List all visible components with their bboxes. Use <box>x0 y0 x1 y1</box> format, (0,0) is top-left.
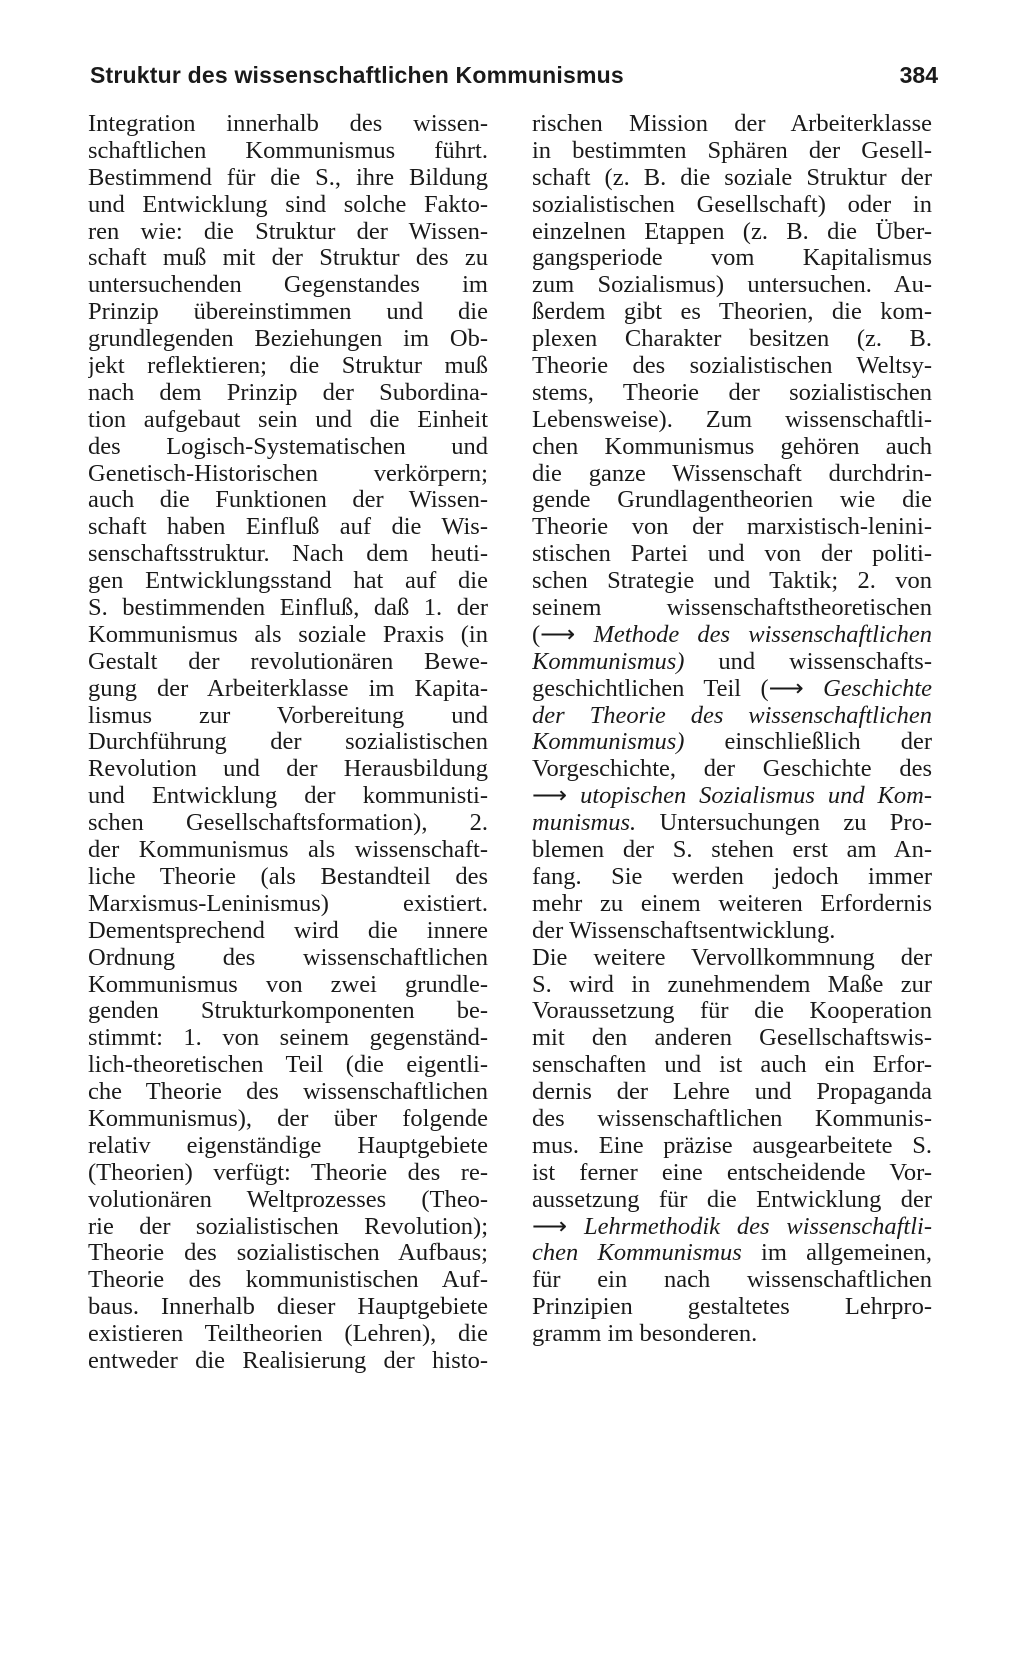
text-line: senschaften und ist auch ein Erfor- <box>532 1052 932 1079</box>
text-line: zum Sozialismus) untersuchen. Au- <box>532 272 932 299</box>
text-line: einzelnen Etappen (z. B. die Über- <box>532 218 932 245</box>
text-line: aussetzung für die Entwicklung der <box>532 1186 932 1213</box>
text-line: stems, Theorie der sozialistischen <box>532 379 932 406</box>
text-fragment: Untersuchungen zu Pro- <box>636 810 932 837</box>
text-line: fang. Sie werden jedoch immer <box>532 863 932 890</box>
text-line-cross-reference <box>532 649 932 676</box>
text-line: Genetisch-Historischen verkörpern; <box>88 460 488 487</box>
text-line: ßerdem gibt es Theorien, die kom- <box>532 299 932 326</box>
text-line: che Theorie des wissenschaftlichen <box>88 1079 488 1106</box>
text-line: Revolution und der Herausbildung <box>88 756 488 783</box>
text-line: die ganze Wissenschaft durchdrin- <box>532 460 932 487</box>
text-line-cross-reference <box>532 622 932 649</box>
text-line: gangsperiode vom Kapitalismus <box>532 245 932 272</box>
text-line: Dementsprechend wird die innere <box>88 917 488 944</box>
text-line: des wissenschaftlichen Kommunis- <box>532 1105 932 1132</box>
text-line: Marxismus-Leninismus) existiert. <box>88 890 488 917</box>
text-line: Kommunismus als soziale Praxis (in <box>88 621 488 648</box>
text-line-cross-reference <box>532 729 932 756</box>
text-line: Bestimmend für die S., ihre Bildung <box>88 164 488 191</box>
cross-reference-arrow-icon: ⟶ <box>532 783 568 810</box>
cross-reference-link[interactable]: der Theorie des wissenschaftlichen <box>532 702 932 729</box>
text-line: relativ eigenständige Hauptgebiete <box>88 1132 488 1159</box>
text-line: Kommunismus von zwei grundle- <box>88 971 488 998</box>
text-line: grundlegenden Beziehungen im Ob- <box>88 326 488 353</box>
text-line: Kommunismus), der über folgende <box>88 1105 488 1132</box>
cross-reference-link[interactable]: munismus. <box>532 810 637 837</box>
text-line: tion aufgebaut sein und die Einheit <box>88 406 488 433</box>
text-line: senschaftsstruktur. Nach dem heuti- <box>88 541 488 568</box>
text-line: Prinzipien gestaltetes Lehrpro- <box>532 1294 932 1321</box>
text-fragment: und wissenschafts- <box>684 648 932 675</box>
text-line: genden Strukturkomponenten be- <box>88 998 488 1025</box>
text-line: auch die Funktionen der Wissen- <box>88 487 488 514</box>
text-line: dernis der Lehre und Propaganda <box>532 1079 932 1106</box>
text-line: untersuchenden Gegenstandes im <box>88 272 488 299</box>
text-line: jekt reflektieren; die Struktur muß <box>88 353 488 380</box>
text-line: des Logisch-Systematischen und <box>88 433 488 460</box>
text-line: schaftlichen Kommunismus führt. <box>88 137 488 164</box>
text-fragment: im allgemeinen, <box>741 1240 932 1267</box>
text-line: gen Entwicklungsstand hat auf die <box>88 568 488 595</box>
cross-reference-link[interactable]: Geschichte <box>803 675 932 702</box>
text-line: seinem wissenschaftstheoretischen <box>532 595 932 622</box>
text-line: Ordnung des wissenschaftlichen <box>88 944 488 971</box>
text-line: Gestalt der revolutionären Bewe- <box>88 648 488 675</box>
cross-reference-link[interactable]: Kommunismus) <box>532 729 685 756</box>
text-fragment: ( <box>532 621 541 648</box>
cross-reference-link[interactable]: utopischen Sozialismus und Kom- <box>567 783 932 810</box>
text-line: gende Grundlagentheorien wie die <box>532 487 932 514</box>
text-line: Durchführung der sozialistischen <box>88 729 488 756</box>
text-line: existieren Teiltheorien (Lehren), die <box>88 1321 488 1348</box>
text-line: Vorgeschichte, der Geschichte des <box>532 756 932 783</box>
text-line: und Entwicklung sind solche Fakto- <box>88 191 488 218</box>
text-fragment: geschichtlichen Teil ( <box>532 675 769 702</box>
text-line: Theorie des sozialistischen Weltsy- <box>532 353 932 380</box>
text-line: und Entwicklung der kommunisti- <box>88 783 488 810</box>
text-line: schaft (z. B. die soziale Struktur der <box>532 164 932 191</box>
cross-reference-link[interactable]: Methode des wissenschaftlichen <box>575 621 932 648</box>
text-line: schen Strategie und Taktik; 2. von <box>532 568 932 595</box>
text-line: volutionären Weltprozesses (Theo- <box>88 1186 488 1213</box>
page-number: 384 <box>899 62 938 88</box>
text-line: lich-theoretischen Teil (die eigentli- <box>88 1052 488 1079</box>
text-line: Theorie des kommunistischen Auf- <box>88 1267 488 1294</box>
text-line: S. wird in zunehmendem Maße zur <box>532 971 932 998</box>
text-line: schen Gesellschaftsformation), 2. <box>88 810 488 837</box>
text-line: plexen Charakter besitzen (z. B. <box>532 326 932 353</box>
text-line: Integration innerhalb des wissen- <box>88 111 488 137</box>
text-line: mus. Eine präzise ausgearbeitete S. <box>532 1132 932 1159</box>
text-line: entweder die Realisierung der histo- <box>88 1347 488 1374</box>
left-column <box>88 111 488 1375</box>
text-line: Theorie des sozialistischen Aufbaus; <box>88 1240 488 1267</box>
text-line: gung der Arbeiterklasse im Kapita- <box>88 675 488 702</box>
cross-reference-link[interactable]: Kommunismus) <box>532 648 685 675</box>
right-column <box>532 111 932 1348</box>
text-line: ren wie: die Struktur der Wissen- <box>88 218 488 245</box>
text-line: Die weitere Vervollkommnung der <box>532 944 932 971</box>
text-line-cross-reference <box>532 1240 932 1267</box>
text-line: chen Kommunismus gehören auch <box>532 433 932 460</box>
text-line: Theorie von der marxistisch-lenini- <box>532 514 932 541</box>
text-line: nach dem Prinzip der Subordina- <box>88 379 488 406</box>
text-line: baus. Innerhalb dieser Hauptgebiete <box>88 1294 488 1321</box>
text-line: sozialistischen Gesellschaft) oder in <box>532 191 932 218</box>
text-line: rischen Mission der Arbeiterklasse <box>532 111 932 137</box>
text-line: mehr zu einem weiteren Erfordernis <box>532 890 932 917</box>
running-head-title: Struktur des wissenschaftlichen Kommunismus <box>90 62 624 88</box>
text-line-cross-reference <box>532 1214 932 1241</box>
text-line: liche Theorie (als Bestandteil des <box>88 863 488 890</box>
text-line-cross-reference <box>532 810 932 837</box>
cross-reference-arrow-icon: ⟶ <box>540 621 576 648</box>
text-line: der Kommunismus als wissenschaft- <box>88 837 488 864</box>
cross-reference-arrow-icon: ⟶ <box>768 675 804 702</box>
text-line: für ein nach wissenschaftlichen <box>532 1267 932 1294</box>
text-line: lismus zur Vorbereitung und <box>88 702 488 729</box>
text-fragment: einschließlich der <box>684 729 932 756</box>
text-line: ist ferner eine entscheidende Vor- <box>532 1159 932 1186</box>
text-line: der Wissenschaftsentwicklung. <box>532 916 836 944</box>
text-line: blemen der S. stehen erst am An- <box>532 837 932 864</box>
text-line-cross-reference <box>532 676 932 703</box>
text-line: rie der sozialistischen Revolution); <box>88 1213 488 1240</box>
cross-reference-link[interactable]: chen Kommunismus <box>532 1240 742 1267</box>
cross-reference-arrow-icon: ⟶ <box>532 1213 568 1240</box>
text-line-cross-reference <box>532 703 932 730</box>
text-line: stimmt: 1. von seinem gegenständ- <box>88 1025 488 1052</box>
text-line: Lebensweise). Zum wissenschaftli- <box>532 406 932 433</box>
running-head <box>90 58 938 92</box>
text-line: stischen Partei und von der politi- <box>532 541 932 568</box>
text-line: S. bestimmenden Einfluß, daß 1. der <box>88 595 488 622</box>
text-line: Prinzip übereinstimmen und die <box>88 299 488 326</box>
text-line: Voraussetzung für die Kooperation <box>532 998 932 1025</box>
text-line: in bestimmten Sphären der Gesell- <box>532 137 932 164</box>
text-line: schaft muß mit der Struktur des zu <box>88 245 488 272</box>
text-line: schaft haben Einfluß auf die Wis- <box>88 514 488 541</box>
text-line-cross-reference <box>532 783 932 810</box>
text-line: mit den anderen Gesellschaftswis- <box>532 1025 932 1052</box>
text-line: gramm im besonderen. <box>532 1320 758 1348</box>
cross-reference-link[interactable]: Lehrmethodik des wissenschaftli- <box>567 1213 932 1240</box>
text-line: (Theorien) verfügt: Theorie des re- <box>88 1159 488 1186</box>
